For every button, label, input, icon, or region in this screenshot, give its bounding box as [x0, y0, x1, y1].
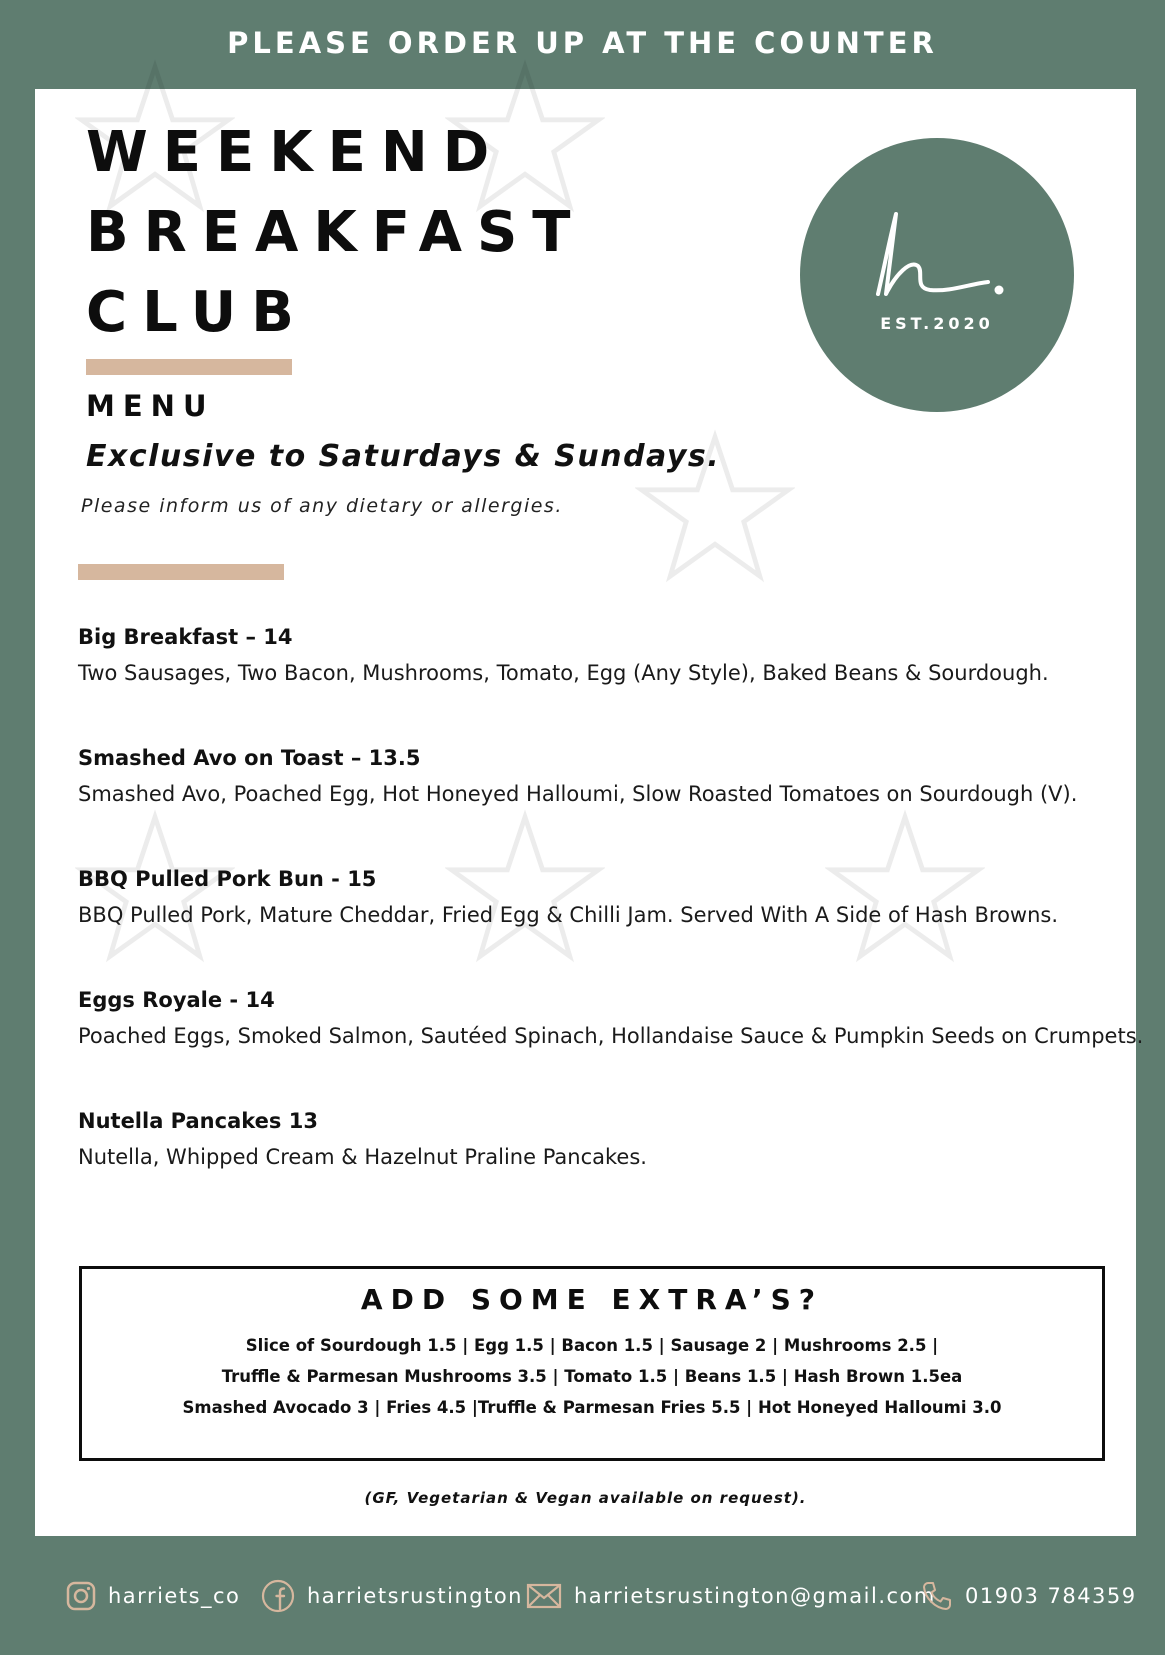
- menu-heading: MENU: [86, 389, 215, 423]
- instagram-link[interactable]: [66, 1576, 240, 1616]
- phone-icon: [921, 1580, 953, 1612]
- menu-item-description: Poached Eggs, Smoked Salmon, Sautéed Spinach, Hollandaise Sauce & Pumpkin Seeds on Crumpets.: [78, 1024, 1144, 1048]
- menu-item-description: Two Sausages, Two Bacon, Mushrooms, Tomato, Egg (Any Style), Baked Beans & Sourdough.: [78, 661, 1049, 685]
- envelope-icon: [526, 1582, 562, 1610]
- menu-item-description: Nutella, Whipped Cream & Hazelnut Praline Pancakes.: [78, 1145, 647, 1169]
- brand-logo: [800, 138, 1074, 412]
- established-label: EST.2020: [880, 314, 994, 333]
- accent-divider: [86, 359, 292, 375]
- menu-item: [78, 746, 1128, 867]
- menu-item-name: Big Breakfast – 14: [78, 625, 293, 649]
- menu-items-list: [78, 625, 1144, 1230]
- contact-footer: [66, 1576, 1146, 1616]
- menu-item: [78, 625, 1128, 746]
- phone-number: 01903 784359: [965, 1584, 1137, 1608]
- menu-item: [78, 988, 1144, 1109]
- email-link[interactable]: [526, 1576, 936, 1616]
- dietary-availability-note: (GF, Vegetarian & Vegan available on request).: [364, 1489, 807, 1507]
- email-address: harrietsrustington@gmail.com: [574, 1584, 936, 1608]
- menu-item-name: Eggs Royale - 14: [78, 988, 275, 1012]
- extras-box: [79, 1266, 1105, 1461]
- page-title: [86, 113, 586, 353]
- instagram-handle: harriets_co: [108, 1584, 241, 1608]
- menu-item-description: BBQ Pulled Pork, Mature Cheddar, Fried Egg & Chilli Jam. Served With A Side of Hash Browns.: [78, 903, 1059, 927]
- extras-heading: ADD SOME EXTRA’S?: [360, 1283, 824, 1316]
- facebook-handle: harrietsrustington: [307, 1584, 523, 1608]
- menu-item-name: Nutella Pancakes 13: [78, 1109, 318, 1133]
- menu-item-description: Smashed Avo, Poached Egg, Hot Honeyed Halloumi, Slow Roasted Tomatoes on Sourdough (V).: [78, 782, 1078, 806]
- title-line-1: WEEKEND: [86, 120, 505, 185]
- extras-line: Smashed Avocado 3 | Fries 4.5 |Truffle & Parmesan Fries 5.5 | Hot Honeyed Halloumi 3.0: [182, 1398, 1002, 1417]
- extras-line: Truffle & Parmesan Mushrooms 3.5 | Tomato 1.5 | Beans 1.5 | Hash Brown 1.5ea: [221, 1367, 963, 1386]
- accent-divider: [78, 564, 284, 580]
- extras-line: Slice of Sourdough 1.5 | Egg 1.5 | Bacon 1.5 | Sausage 2 | Mushrooms 2.5 |: [245, 1336, 939, 1355]
- menu-item: [78, 1109, 1128, 1230]
- title-line-3: CLUB: [86, 280, 309, 345]
- dietary-notice: Please inform us of any dietary or allergies.: [81, 495, 563, 517]
- menu-item-name: BBQ Pulled Pork Bun - 15: [78, 867, 377, 891]
- order-banner: PLEASE ORDER UP AT THE COUNTER: [227, 26, 938, 60]
- menu-card: [35, 89, 1144, 1536]
- menu-item: [78, 867, 1128, 988]
- h-signature-icon: [870, 208, 1010, 298]
- facebook-icon: [261, 1579, 295, 1613]
- title-line-2: BREAKFAST: [86, 200, 586, 265]
- phone-link[interactable]: [921, 1576, 1137, 1616]
- exclusive-subtitle: Exclusive to Saturdays & Sundays.: [86, 439, 721, 474]
- instagram-icon: [66, 1581, 96, 1611]
- menu-item-name: Smashed Avo on Toast – 13.5: [78, 746, 421, 770]
- facebook-link[interactable]: [261, 1576, 523, 1616]
